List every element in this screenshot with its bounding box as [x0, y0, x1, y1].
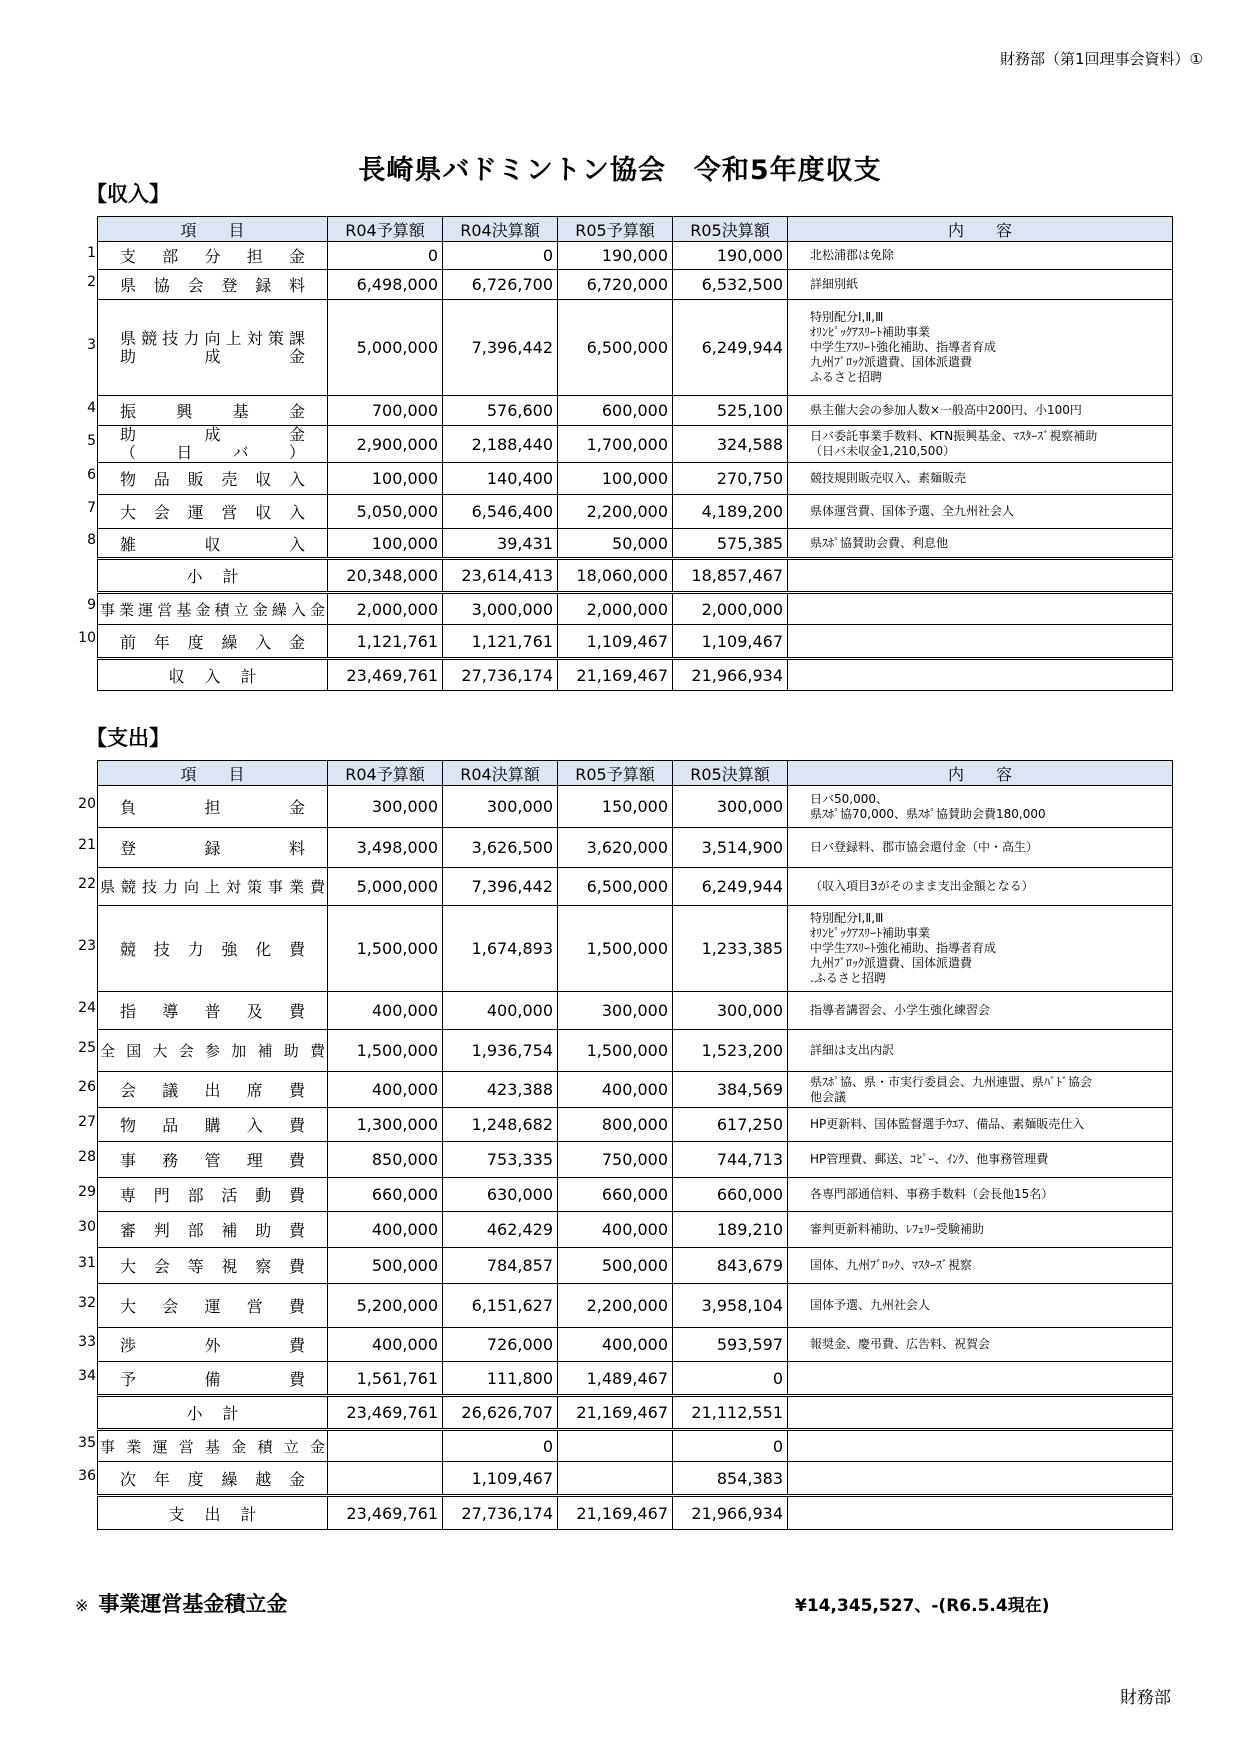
table-row — [98, 786, 1173, 828]
table-row — [98, 1142, 1173, 1178]
table-row — [98, 270, 1173, 300]
item-cell: 物品購入費 — [98, 1108, 328, 1142]
r05-actual-cell: 617,250 — [673, 1108, 788, 1142]
r05-actual-cell: 0 — [673, 1430, 788, 1462]
r04-actual-cell: 39,431 — [443, 529, 558, 559]
r04-budget-cell: 400,000 — [328, 992, 443, 1030]
table-row — [98, 625, 1173, 659]
r05-actual-cell: 0 — [673, 1362, 788, 1396]
header-r05-budget: R05予算額 — [558, 761, 673, 786]
footnote-label: 事業運営基金積立金 — [98, 1592, 288, 1616]
item-cell: 審判部補助費 — [98, 1212, 328, 1248]
header-item: 項 目 — [98, 761, 328, 786]
item-label: 助成金 — [120, 425, 305, 444]
r04-actual-cell: 2,188,440 — [443, 426, 558, 463]
note-cell — [788, 1462, 1173, 1496]
row-number: 1 — [87, 245, 96, 261]
r05-budget-cell: 300,000 — [558, 992, 673, 1030]
note-cell — [788, 1496, 1173, 1530]
row-number: 5 — [87, 433, 96, 449]
note-cell: 競技規則販売収入、素麺販売 — [788, 463, 1173, 495]
row-number: 8 — [87, 532, 96, 548]
item-cell: 事務管理費 — [98, 1142, 328, 1178]
r05-actual-cell: 300,000 — [673, 786, 788, 828]
r05-actual-cell: 1,523,200 — [673, 1030, 788, 1072]
item-cell: 専門部活動費 — [98, 1178, 328, 1212]
r04-budget-cell: 5,050,000 — [328, 495, 443, 529]
row-number: 2 — [87, 274, 96, 290]
r05-budget-cell: 400,000 — [558, 1328, 673, 1362]
r05-budget-cell: 800,000 — [558, 1108, 673, 1142]
header-r04-budget: R04予算額 — [328, 761, 443, 786]
r04-actual-cell: 26,626,707 — [443, 1396, 558, 1430]
note-cell: 報奨金、慶弔費、広告料、祝賀会 — [788, 1328, 1173, 1362]
r05-budget-cell: 2,200,000 — [558, 495, 673, 529]
r05-actual-cell: 3,514,900 — [673, 828, 788, 868]
note-cell: 県ｽﾎﾟ協、県・市実行委員会、九州連盟、県ﾊﾞﾄﾞ協会 他会議 — [788, 1072, 1173, 1108]
note-cell: 日バ委託事業手数料、KTN振興基金、ﾏｽﾀｰｽﾞ視察補助 （日バ未収金1,210,500） — [788, 426, 1173, 463]
r04-actual-cell: 462,429 — [443, 1212, 558, 1248]
note-cell: 日バ50,000、 県ｽﾎﾟ協70,000、県ｽﾎﾟ協賛助会費180,000 — [788, 786, 1173, 828]
total-row-label: 支出計 — [98, 1496, 328, 1530]
row-number: 24 — [78, 1000, 96, 1016]
r05-budget-cell: 660,000 — [558, 1178, 673, 1212]
r04-actual-cell: 1,674,893 — [443, 906, 558, 992]
row-number: 36 — [78, 1468, 96, 1484]
r05-actual-cell: 300,000 — [673, 992, 788, 1030]
r04-actual-cell: 726,000 — [443, 1328, 558, 1362]
r05-budget-cell: 2,200,000 — [558, 1284, 673, 1328]
r05-budget-cell: 500,000 — [558, 1248, 673, 1284]
r04-budget-cell: 6,498,000 — [328, 270, 443, 300]
r05-budget-cell — [558, 1430, 673, 1462]
r05-actual-cell: 525,100 — [673, 396, 788, 426]
r04-actual-cell: 784,857 — [443, 1248, 558, 1284]
table-row — [98, 426, 1173, 463]
note-cell: 北松浦郡は免除 — [788, 242, 1173, 270]
item-label: 県競技力向上対策課 — [120, 328, 305, 348]
note-cell: HP管理費、郵送、ｺﾋﾟｰ、ｲﾝｸ、他事務管理費 — [788, 1142, 1173, 1178]
r04-budget-cell: 23,469,761 — [328, 1496, 443, 1530]
total-row-label: 収入計 — [98, 659, 328, 691]
row-number: 6 — [87, 467, 96, 483]
r04-budget-cell: 100,000 — [328, 463, 443, 495]
table-row — [98, 906, 1173, 992]
r05-budget-cell: 600,000 — [558, 396, 673, 426]
r05-budget-cell: 1,700,000 — [558, 426, 673, 463]
note-cell: 県体運営費、国体予選、全九州社会人 — [788, 495, 1173, 529]
subtotal-row — [98, 559, 1173, 593]
item-cell: 大会運営費 — [98, 1284, 328, 1328]
r05-budget-cell: 1,500,000 — [558, 906, 673, 992]
note-cell — [788, 659, 1173, 691]
table-row — [98, 242, 1173, 270]
item-cell: 負担金 — [98, 786, 328, 828]
header-notes: 内 容 — [788, 217, 1173, 242]
row-number: 10 — [78, 630, 96, 646]
item-cell: 雑収入 — [98, 529, 328, 559]
subtotal-row-label: 小計 — [98, 559, 328, 593]
r05-actual-cell: 270,750 — [673, 463, 788, 495]
r05-budget-cell: 21,169,467 — [558, 659, 673, 691]
r05-actual-cell: 21,966,934 — [673, 1496, 788, 1530]
r05-budget-cell: 750,000 — [558, 1142, 673, 1178]
r04-actual-cell: 0 — [443, 1430, 558, 1462]
r04-actual-cell: 140,400 — [443, 463, 558, 495]
table-row — [98, 868, 1173, 906]
document-label: 財務部（第1回理事会資料）① — [1000, 50, 1203, 68]
table-row — [98, 1248, 1173, 1284]
r05-budget-cell: 6,720,000 — [558, 270, 673, 300]
r04-budget-cell: 5,000,000 — [328, 868, 443, 906]
table-row — [98, 495, 1173, 529]
r05-actual-cell: 189,210 — [673, 1212, 788, 1248]
row-number: 25 — [78, 1040, 96, 1056]
r04-actual-cell: 1,109,467 — [443, 1462, 558, 1496]
r05-actual-cell: 190,000 — [673, 242, 788, 270]
r04-actual-cell: 27,736,174 — [443, 659, 558, 691]
r04-actual-cell: 6,546,400 — [443, 495, 558, 529]
r04-budget-cell: 700,000 — [328, 396, 443, 426]
r04-actual-cell: 7,396,442 — [443, 300, 558, 396]
row-number: 7 — [87, 500, 96, 516]
item-cell: 前年度繰入金 — [98, 625, 328, 659]
row-number: 33 — [78, 1334, 96, 1350]
r04-actual-cell: 3,626,500 — [443, 828, 558, 868]
footnote-value: ¥14,345,527、-(R6.5.4現在) — [795, 1596, 1050, 1616]
r04-budget-cell: 3,498,000 — [328, 828, 443, 868]
footnote — [75, 1588, 287, 1618]
item-cell: 全国大会参加補助費 — [98, 1030, 328, 1072]
r05-budget-cell: 1,500,000 — [558, 1030, 673, 1072]
r04-actual-cell: 6,726,700 — [443, 270, 558, 300]
note-cell: 詳細別紙 — [788, 270, 1173, 300]
r04-budget-cell: 400,000 — [328, 1072, 443, 1108]
r05-budget-cell: 1,109,467 — [558, 625, 673, 659]
r05-budget-cell — [558, 1462, 673, 1496]
r05-actual-cell: 4,189,200 — [673, 495, 788, 529]
r05-actual-cell: 744,713 — [673, 1142, 788, 1178]
r05-actual-cell: 384,569 — [673, 1072, 788, 1108]
note-cell: 日バ登録料、郡市協会還付金（中・高生） — [788, 828, 1173, 868]
table-row — [98, 463, 1173, 495]
table-header-row — [98, 217, 1173, 242]
r04-budget-cell: 400,000 — [328, 1328, 443, 1362]
r04-actual-cell: 400,000 — [443, 992, 558, 1030]
note-cell: HP更新料、国体監督選手ｳｴｱ、備品、素麺販売仕入 — [788, 1108, 1173, 1142]
item-cell: 県競技力向上対策事業費 — [98, 868, 328, 906]
r05-actual-cell: 21,966,934 — [673, 659, 788, 691]
item-cell: 県協会登録料 — [98, 270, 328, 300]
table-row — [98, 300, 1173, 396]
r04-budget-cell: 1,500,000 — [328, 906, 443, 992]
r05-actual-cell: 6,532,500 — [673, 270, 788, 300]
header-r05-actual: R05決算額 — [673, 761, 788, 786]
r04-actual-cell: 111,800 — [443, 1362, 558, 1396]
row-number: 21 — [78, 837, 96, 853]
note-cell: 各専門部通信料、事務手数料（会長他15名） — [788, 1178, 1173, 1212]
r05-budget-cell: 1,489,467 — [558, 1362, 673, 1396]
note-cell: 国体、九州ﾌﾞﾛｯｸ、ﾏｽﾀｰｽﾞ視察 — [788, 1248, 1173, 1284]
r04-budget-cell: 5,200,000 — [328, 1284, 443, 1328]
r05-budget-cell: 50,000 — [558, 529, 673, 559]
row-number: 30 — [78, 1219, 96, 1235]
r04-budget-cell: 1,121,761 — [328, 625, 443, 659]
table-row — [98, 1178, 1173, 1212]
item-cell: 事業運営基金積立金 — [98, 1430, 328, 1462]
item-cell: 会議出席費 — [98, 1072, 328, 1108]
table-row — [98, 1430, 1173, 1462]
r05-actual-cell: 575,385 — [673, 529, 788, 559]
r04-actual-cell: 753,335 — [443, 1142, 558, 1178]
r05-actual-cell: 2,000,000 — [673, 593, 788, 625]
note-cell: 詳細は支出内訳 — [788, 1030, 1173, 1072]
r05-budget-cell: 21,169,467 — [558, 1396, 673, 1430]
r04-actual-cell: 6,151,627 — [443, 1284, 558, 1328]
table-row — [98, 1362, 1173, 1396]
r04-budget-cell — [328, 1462, 443, 1496]
table-row — [98, 529, 1173, 559]
r04-actual-cell: 423,388 — [443, 1072, 558, 1108]
item-cell — [98, 300, 328, 396]
r04-budget-cell: 23,469,761 — [328, 659, 443, 691]
row-number: 26 — [78, 1079, 96, 1095]
r05-actual-cell: 1,233,385 — [673, 906, 788, 992]
item-cell: 振興基金 — [98, 396, 328, 426]
r04-budget-cell: 23,469,761 — [328, 1396, 443, 1430]
row-number: 23 — [78, 938, 96, 954]
r04-actual-cell: 0 — [443, 242, 558, 270]
r04-budget-cell — [328, 1430, 443, 1462]
table-row — [98, 1462, 1173, 1496]
note-cell: 審判更新料補助、ﾚﾌｪﾘｰ受験補助 — [788, 1212, 1173, 1248]
row-number: 3 — [87, 337, 96, 353]
item-cell: 大会運営収入 — [98, 495, 328, 529]
r04-actual-cell: 630,000 — [443, 1178, 558, 1212]
header-r04-actual: R04決算額 — [443, 761, 558, 786]
r05-budget-cell: 6,500,000 — [558, 868, 673, 906]
r04-budget-cell: 1,561,761 — [328, 1362, 443, 1396]
r04-budget-cell: 300,000 — [328, 786, 443, 828]
r04-budget-cell: 100,000 — [328, 529, 443, 559]
table-row — [98, 1030, 1173, 1072]
r05-actual-cell: 593,597 — [673, 1328, 788, 1362]
r04-actual-cell: 23,614,413 — [443, 559, 558, 593]
row-number: 29 — [78, 1184, 96, 1200]
r04-actual-cell: 576,600 — [443, 396, 558, 426]
table-row — [98, 1072, 1173, 1108]
row-number: 27 — [78, 1114, 96, 1130]
item-cell: 登録料 — [98, 828, 328, 868]
row-number: 28 — [78, 1149, 96, 1165]
r04-budget-cell: 2,000,000 — [328, 593, 443, 625]
r05-budget-cell: 400,000 — [558, 1212, 673, 1248]
table-row — [98, 992, 1173, 1030]
item-cell: 支部分担金 — [98, 242, 328, 270]
table-row — [98, 1284, 1173, 1328]
table-row — [98, 396, 1173, 426]
table-row — [98, 1212, 1173, 1248]
header-item: 項 目 — [98, 217, 328, 242]
row-number: 35 — [78, 1435, 96, 1451]
r05-budget-cell: 3,620,000 — [558, 828, 673, 868]
r04-actual-cell: 3,000,000 — [443, 593, 558, 625]
r05-budget-cell: 6,500,000 — [558, 300, 673, 396]
department-label: 財務部 — [1120, 1688, 1171, 1708]
row-number: 20 — [78, 796, 96, 812]
note-cell — [788, 593, 1173, 625]
r05-actual-cell: 854,383 — [673, 1462, 788, 1496]
item-cell — [98, 426, 328, 463]
r05-actual-cell: 21,112,551 — [673, 1396, 788, 1430]
r04-actual-cell: 27,736,174 — [443, 1496, 558, 1530]
note-cell — [788, 625, 1173, 659]
header-r05-actual: R05決算額 — [673, 217, 788, 242]
table-row — [98, 593, 1173, 625]
row-number: 31 — [78, 1255, 96, 1271]
r04-budget-cell: 500,000 — [328, 1248, 443, 1284]
r05-actual-cell: 6,249,944 — [673, 868, 788, 906]
r05-actual-cell: 660,000 — [673, 1178, 788, 1212]
footnote-mark: ※ — [75, 1596, 89, 1615]
note-cell — [788, 1430, 1173, 1462]
income-table — [97, 216, 1173, 691]
r04-budget-cell: 400,000 — [328, 1212, 443, 1248]
r05-budget-cell: 190,000 — [558, 242, 673, 270]
header-r04-actual: R04決算額 — [443, 217, 558, 242]
income-section-title: 【収入】 — [86, 182, 170, 206]
r04-actual-cell: 1,248,682 — [443, 1108, 558, 1142]
table-header-row — [98, 761, 1173, 786]
item-label-line2: 助成金 — [120, 346, 305, 366]
note-cell — [788, 559, 1173, 593]
expense-table — [97, 760, 1173, 1530]
r05-budget-cell: 2,000,000 — [558, 593, 673, 625]
item-cell: 大会等視察費 — [98, 1248, 328, 1284]
r04-budget-cell: 20,348,000 — [328, 559, 443, 593]
total-row — [98, 659, 1173, 691]
r04-budget-cell: 5,000,000 — [328, 300, 443, 396]
r04-budget-cell: 660,000 — [328, 1178, 443, 1212]
row-number: 34 — [78, 1368, 96, 1384]
note-cell: 県主催大会の参加人数×一般高中200円、小100円 — [788, 396, 1173, 426]
row-number: 9 — [87, 597, 96, 613]
r05-actual-cell: 843,679 — [673, 1248, 788, 1284]
r04-budget-cell: 850,000 — [328, 1142, 443, 1178]
note-cell: 特別配分Ⅰ,Ⅱ,Ⅲ ｵﾘﾝﾋﾟｯｸｱｽﾘｰﾄ補助事業 中学生ｱｽﾘｰﾄ強化補助、指導者育成 九州ﾌﾞﾛｯｸ派遣費、国体派遣費 ふるさと招聘 — [788, 300, 1173, 396]
note-cell: 指導者講習会、小学生強化練習会 — [788, 992, 1173, 1030]
item-label-line2: （日バ） — [120, 443, 305, 462]
item-cell: 予備費 — [98, 1362, 328, 1396]
header-r05-budget: R05予算額 — [558, 217, 673, 242]
item-cell: 競技力強化費 — [98, 906, 328, 992]
r04-budget-cell: 2,900,000 — [328, 426, 443, 463]
r05-budget-cell: 18,060,000 — [558, 559, 673, 593]
header-r04-budget: R04予算額 — [328, 217, 443, 242]
r05-budget-cell: 400,000 — [558, 1072, 673, 1108]
subtotal-row — [98, 1396, 1173, 1430]
r05-actual-cell: 324,588 — [673, 426, 788, 463]
r04-budget-cell: 1,300,000 — [328, 1108, 443, 1142]
note-cell: 特別配分Ⅰ,Ⅱ,Ⅲ ｵﾘﾝﾋﾟｯｸｱｽﾘｰﾄ補助事業 中学生ｱｽﾘｰﾄ強化補助、指導者育成 九州ﾌﾞﾛｯｸ派遣費、国体派遣費 .ふるさと招聘 — [788, 906, 1173, 992]
total-row — [98, 1496, 1173, 1530]
note-cell: 県ｽﾎﾟ協賛助会費、利息他 — [788, 529, 1173, 559]
item-cell: 物品販売収入 — [98, 463, 328, 495]
subtotal-row-label: 小計 — [98, 1396, 328, 1430]
r04-actual-cell: 7,396,442 — [443, 868, 558, 906]
r05-actual-cell: 3,958,104 — [673, 1284, 788, 1328]
r05-budget-cell: 21,169,467 — [558, 1496, 673, 1530]
r05-actual-cell: 1,109,467 — [673, 625, 788, 659]
expense-section-title: 【支出】 — [86, 726, 170, 750]
page-title: 長崎県バドミントン協会 令和5年度収支 — [358, 155, 882, 186]
table-row — [98, 1108, 1173, 1142]
r04-actual-cell: 1,936,754 — [443, 1030, 558, 1072]
item-cell: 渉外費 — [98, 1328, 328, 1362]
row-number: 4 — [87, 400, 96, 416]
row-number: 32 — [78, 1295, 96, 1311]
header-notes: 内 容 — [788, 761, 1173, 786]
item-cell: 指導普及費 — [98, 992, 328, 1030]
note-cell — [788, 1362, 1173, 1396]
item-cell: 事業運営基金積立金繰入金 — [98, 593, 328, 625]
r04-actual-cell: 1,121,761 — [443, 625, 558, 659]
note-cell — [788, 1396, 1173, 1430]
table-row — [98, 1328, 1173, 1362]
r04-budget-cell: 0 — [328, 242, 443, 270]
item-cell: 次年度繰越金 — [98, 1462, 328, 1496]
r05-actual-cell: 18,857,467 — [673, 559, 788, 593]
table-row — [98, 828, 1173, 868]
note-cell: （収入項目3がそのまま支出金額となる） — [788, 868, 1173, 906]
r04-budget-cell: 1,500,000 — [328, 1030, 443, 1072]
row-number: 22 — [78, 876, 96, 892]
r05-budget-cell: 100,000 — [558, 463, 673, 495]
note-cell: 国体予選、九州社会人 — [788, 1284, 1173, 1328]
r05-budget-cell: 150,000 — [558, 786, 673, 828]
r05-actual-cell: 6,249,944 — [673, 300, 788, 396]
r04-actual-cell: 300,000 — [443, 786, 558, 828]
